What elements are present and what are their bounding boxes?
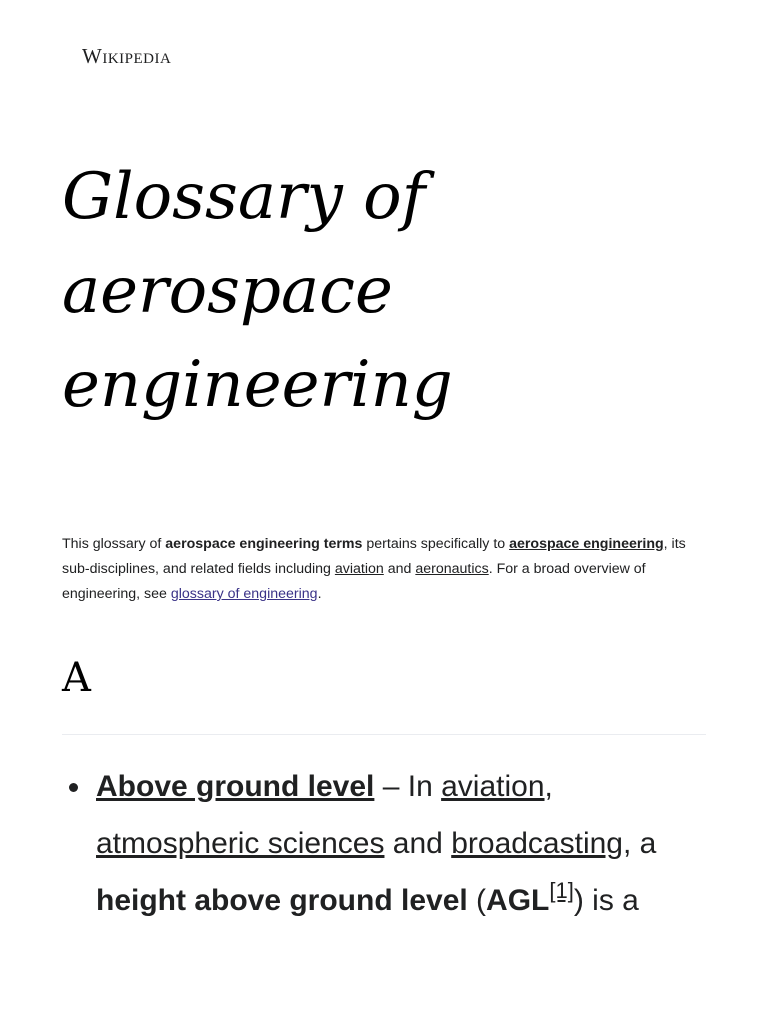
entry-text: and [384, 827, 452, 860]
link-aviation-entry[interactable]: aviation [441, 770, 545, 803]
link-glossary-of-engineering[interactable]: glossary of engineering [170, 586, 318, 602]
entry-bold-term: height above ground level [96, 884, 468, 917]
intro-paragraph [62, 532, 712, 607]
intro-text: , its sub-disciplines, and related fields including [62, 536, 686, 577]
link-aeronautics[interactable]: aeronautics [415, 561, 489, 577]
section-divider [62, 734, 706, 735]
bullet-icon [69, 783, 78, 792]
reference-superscript [549, 878, 573, 903]
entry-text: , [544, 770, 553, 803]
intro-text: . [317, 586, 322, 602]
entry-text: , a [623, 827, 657, 860]
wikipedia-logo[interactable]: Wikipedia [82, 44, 172, 68]
entry-text: ( [467, 884, 487, 917]
reference-link-1[interactable]: [1] [549, 878, 574, 903]
entry-text: – In [374, 770, 442, 803]
link-atmospheric-sciences[interactable]: atmospheric sciences [96, 827, 385, 860]
section-heading-a: A [62, 655, 91, 701]
glossary-entry [62, 758, 706, 929]
link-broadcasting[interactable]: broadcasting [451, 827, 623, 860]
intro-bold-term: aerospace engineering terms [165, 536, 363, 552]
entry-text: ) is a [573, 884, 639, 917]
link-aerospace-engineering[interactable]: aerospace engineering [509, 536, 664, 552]
term-above-ground-level-link[interactable]: Above ground level [96, 770, 375, 803]
intro-text: . For a broad overview of engineering, see [62, 561, 646, 602]
intro-text: This glossary of [62, 536, 166, 552]
link-aviation[interactable]: aviation [334, 561, 384, 577]
entry-abbreviation: AGL [486, 884, 550, 917]
intro-text: and [383, 561, 416, 577]
page-title: Glossary of aerospace engineering [62, 160, 453, 422]
glossary-list [62, 758, 706, 929]
intro-text: pertains specifically to [362, 536, 510, 552]
